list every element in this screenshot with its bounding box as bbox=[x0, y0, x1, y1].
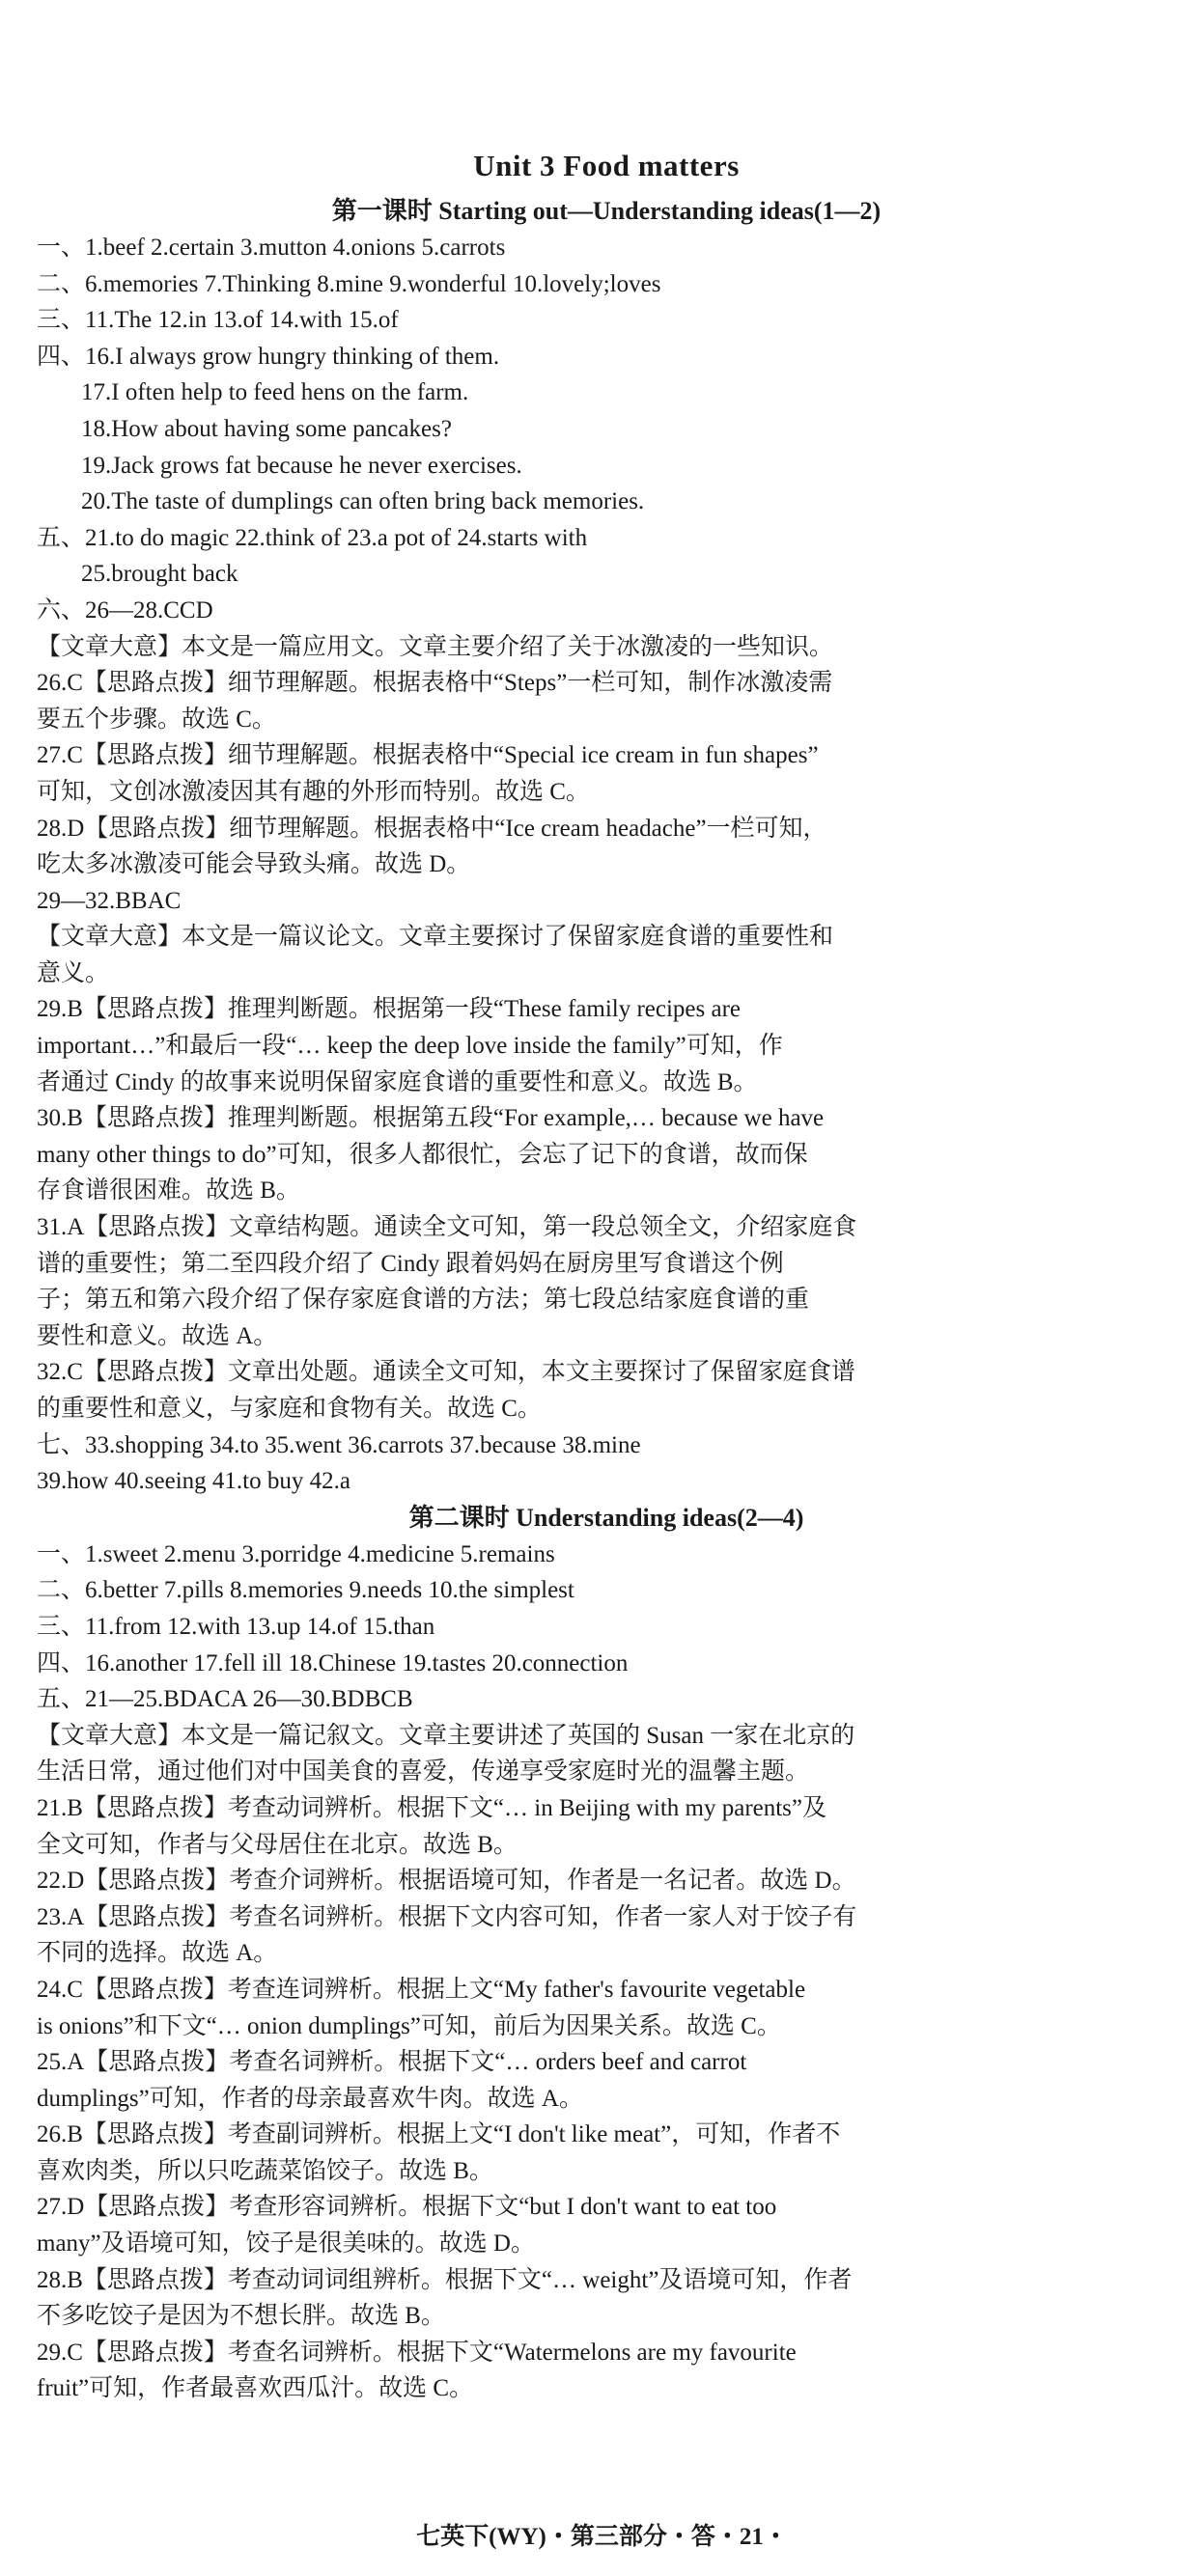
answer-line: 28.D【思路点拨】细节理解题。根据表格中“Ice cream headache”一栏可知， bbox=[37, 815, 827, 842]
page-footer: 七英下(WY)・第三部分・答・21・ bbox=[416, 2524, 788, 2550]
answer-line: 生活日常，通过他们对中国美食的喜爱，传递享受家庭时光的温馨主题。 bbox=[37, 1759, 810, 1786]
answer-line: 27.D【思路点拨】考查形容词辨析。根据下文“but I don't want to eat too bbox=[37, 2194, 777, 2221]
answer-line: 的重要性和意义，与家庭和食物有关。故选 C。 bbox=[37, 1396, 542, 1422]
answer-line: 【文章大意】本文是一篇应用文。文章主要介绍了关于冰激凌的一些知识。 bbox=[37, 633, 834, 660]
unit-title: Unit 3 Food matters bbox=[473, 149, 740, 182]
lesson2-title: 第二课时 Understanding ideas(2—4) bbox=[408, 1503, 804, 1532]
answer-line: 四、16.I always grow hungry thinking of them. bbox=[37, 343, 500, 370]
answer-line: 五、21—25.BDACA 26—30.BDBCB bbox=[37, 1686, 413, 1713]
answer-line: 25.A【思路点拨】考查名词辨析。根据下文“… orders beef and carrot bbox=[37, 2049, 747, 2076]
answer-line: 26.C【思路点拨】细节理解题。根据表格中“Steps”一栏可知，制作冰激凌需 bbox=[37, 670, 833, 697]
answer-line: 26.B【思路点拨】考查副词辨析。根据上文“I don't like meat”，可知，作者不 bbox=[37, 2121, 841, 2148]
answer-line: 【文章大意】本文是一篇议论文。文章主要探讨了保留家庭食谱的重要性和 bbox=[37, 924, 834, 951]
answer-line: 21.B【思路点拨】考查动词辨析。根据下文“… in Beijing with my parents”及 bbox=[37, 1794, 827, 1821]
answer-line: 39.how 40.seeing 41.to buy 42.a bbox=[37, 1468, 350, 1495]
answer-line: 24.C【思路点拨】考查连词辨析。根据上文“My father's favourite vegetable bbox=[37, 1976, 806, 2003]
answer-line: 七、33.shopping 34.to 35.went 36.carrots 37.because 38.mine bbox=[37, 1431, 641, 1458]
answer-line: 32.C【思路点拨】文章出处题。通读全文可知，本文主要探讨了保留家庭食谱 bbox=[37, 1359, 855, 1386]
answer-line: 22.D【思路点拨】考查介词辨析。根据语境可知，作者是一名记者。故选 D。 bbox=[37, 1868, 856, 1895]
answer-line: 吃太多冰激凌可能会导致头痛。故选 D。 bbox=[37, 851, 471, 878]
answer-line: 四、16.another 17.fell ill 18.Chinese 19.tastes 20.connection bbox=[37, 1649, 629, 1676]
answer-line: 31.A【思路点拨】文章结构题。通读全文可知，第一段总领全文，介绍家庭食 bbox=[37, 1214, 857, 1241]
answer-line: 30.B【思路点拨】推理判断题。根据第五段“For example,… because we have bbox=[37, 1105, 825, 1132]
answer-line: 要性和意义。故选 A。 bbox=[37, 1322, 278, 1349]
answer-line: 20.The taste of dumplings can often bring back memories. bbox=[81, 488, 645, 515]
answer-line: fruit”可知，作者最喜欢西瓜汁。故选 C。 bbox=[37, 2375, 474, 2402]
lesson2-answers bbox=[37, 1537, 1176, 2407]
answer-line: 喜欢肉类，所以只吃蔬菜馅饺子。故选 B。 bbox=[37, 2157, 493, 2184]
answer-line: 二、6.better 7.pills 8.memories 9.needs 10.the simplest bbox=[37, 1577, 574, 1604]
answer-line: 可知，文创冰激凌因其有趣的外形而特别。故选 C。 bbox=[37, 778, 590, 805]
answer-line: 29.C【思路点拨】考查名词辨析。根据下文“Watermelons are my favourite bbox=[37, 2339, 797, 2366]
answer-line: 28.B【思路点拨】考查动词词组辨析。根据下文“… weight”及语境可知，作者 bbox=[37, 2266, 853, 2293]
answer-line: 25.brought back bbox=[81, 561, 238, 588]
answer-line: 二、6.memories 7.Thinking 8.mine 9.wonderful 10.lovely;loves bbox=[37, 270, 661, 297]
answer-line: 18.How about having some pancakes? bbox=[81, 415, 452, 442]
answer-line: 不同的选择。故选 A。 bbox=[37, 1940, 278, 1967]
answer-line: 要五个步骤。故选 C。 bbox=[37, 706, 276, 733]
answer-line: 谱的重要性；第二至四段介绍了 Cindy 跟着妈妈在厨房里写食谱这个例 bbox=[37, 1250, 784, 1277]
answer-line: 子；第五和第六段介绍了保存家庭食谱的方法；第七段总结家庭食谱的重 bbox=[37, 1287, 810, 1314]
answer-line: 29—32.BBAC bbox=[37, 887, 182, 914]
answer-line: 五、21.to do magic 22.think of 23.a pot of 24.starts with bbox=[37, 524, 588, 551]
answer-line: 六、26—28.CCD bbox=[37, 596, 213, 623]
answer-line: 29.B【思路点拨】推理判断题。根据第一段“These family recipes are bbox=[37, 996, 742, 1023]
answer-line: 意义。 bbox=[37, 959, 110, 986]
answer-line: 19.Jack grows fat because he never exercises. bbox=[81, 452, 522, 479]
answer-line: many”及语境可知，饺子是很美味的。故选 D。 bbox=[37, 2230, 535, 2257]
answer-line: 一、1.beef 2.certain 3.mutton 4.onions 5.carrots bbox=[37, 235, 506, 261]
lesson1-title: 第一课时 Starting out—Understanding ideas(1—2) bbox=[331, 197, 882, 225]
answer-line: 17.I often help to feed hens on the farm. bbox=[81, 379, 469, 406]
answer-line: 三、11.The 12.in 13.of 14.with 15.of bbox=[37, 307, 399, 334]
answer-line: 27.C【思路点拨】细节理解题。根据表格中“Special ice cream in fun shapes” bbox=[37, 742, 819, 769]
answer-page bbox=[37, 145, 1176, 2407]
lesson1-answers bbox=[37, 230, 1176, 1500]
answer-line: 存食谱很困难。故选 B。 bbox=[37, 1177, 300, 1205]
answer-line: important…”和最后一段“… keep the deep love inside the family”可知，作 bbox=[37, 1033, 783, 1060]
answer-line: 不多吃饺子是因为不想长胖。故选 B。 bbox=[37, 2303, 445, 2330]
answer-line: dumplings”可知，作者的母亲最喜欢牛肉。故选 A。 bbox=[37, 2085, 583, 2112]
answer-line: is onions”和下文“… onion dumplings”可知，前后为因果关系。故选 C。 bbox=[37, 2012, 781, 2039]
answer-line: many other things to do”可知，很多人都很忙，会忘了记下的食谱，故而保 bbox=[37, 1141, 808, 1168]
answer-line: 【文章大意】本文是一篇记叙文。文章主要讲述了英国的 Susan 一家在北京的 bbox=[37, 1722, 855, 1749]
answer-line: 全文可知，作者与父母居住在北京。故选 B。 bbox=[37, 1831, 518, 1858]
answer-line: 一、1.sweet 2.menu 3.porridge 4.medicine 5.remains bbox=[37, 1540, 555, 1567]
answer-line: 者通过 Cindy 的故事来说明保留家庭食谱的重要性和意义。故选 B。 bbox=[37, 1068, 758, 1095]
answer-line: 三、11.from 12.with 13.up 14.of 15.than bbox=[37, 1613, 435, 1640]
answer-line: 23.A【思路点拨】考查名词辨析。根据下文内容可知，作者一家人对于饺子有 bbox=[37, 1903, 857, 1930]
